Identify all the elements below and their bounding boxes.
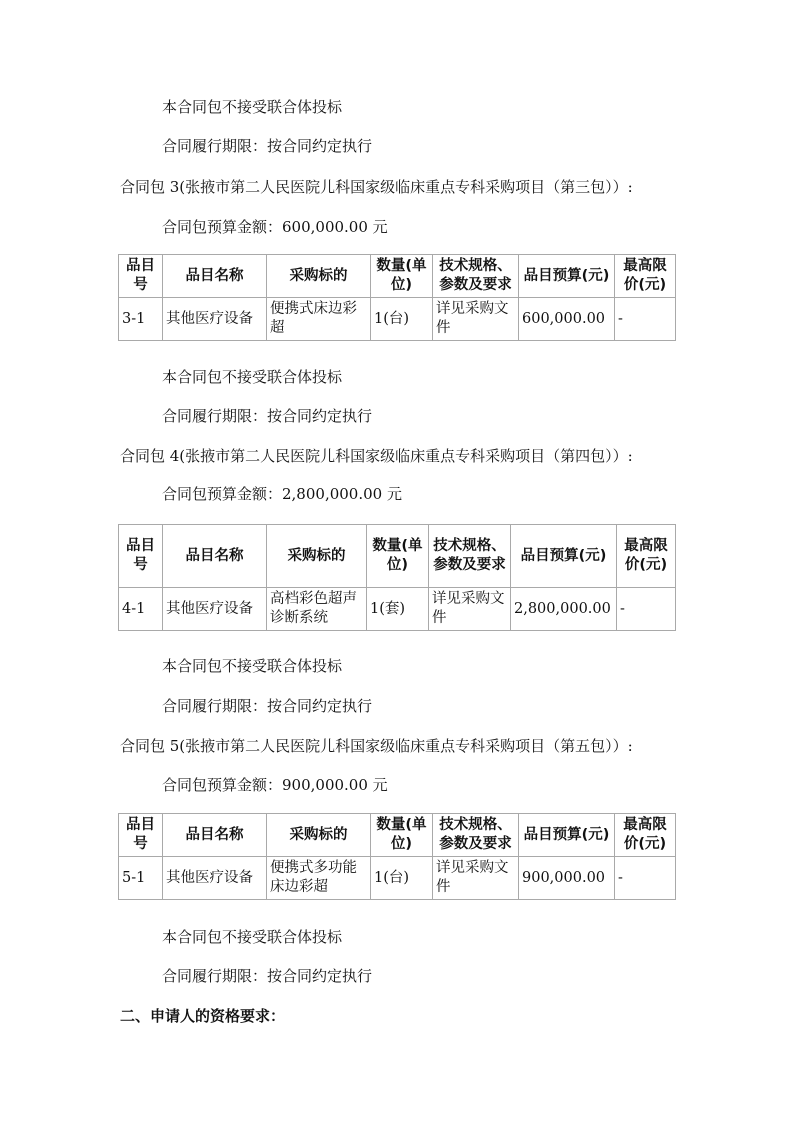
header-quantity: 数量(单位) [367,525,429,588]
contract-period: 合同履行期限：按合同约定执行 [162,967,373,985]
no-consortium-note: 本合同包不接受联合体投标 [162,368,343,386]
package-table [118,254,676,341]
no-consortium-note: 本合同包不接受联合体投标 [162,657,343,675]
table-header-row [119,255,676,298]
header-spec: 技术规格、参数及要求 [433,255,519,298]
cell-quantity: 1(台) [371,857,433,900]
header-budget: 品目预算(元) [519,814,615,857]
cell-quantity: 1(套) [367,588,429,631]
header-item-name: 品目名称 [163,255,267,298]
table-row [119,857,676,900]
cell-spec: 详见采购文件 [433,857,519,900]
cell-budget: 600,000.00 [519,298,615,341]
table-header-row [119,525,676,588]
package-budget: 合同包预算金额：900,000.00 元 [162,776,388,794]
cell-max-price: - [617,588,676,631]
header-budget: 品目预算(元) [511,525,617,588]
cell-item-no: 3-1 [119,298,163,341]
header-item-name: 品目名称 [163,525,267,588]
contract-period: 合同履行期限：按合同约定执行 [162,407,373,425]
header-max-price: 最高限价(元) [615,255,676,298]
cell-item-no: 5-1 [119,857,163,900]
cell-item-name: 其他医疗设备 [163,298,267,341]
package-budget: 合同包预算金额：2,800,000.00 元 [162,485,402,503]
section-heading: 二、申请人的资格要求： [120,1007,286,1025]
table-row [119,298,676,341]
package-table [118,524,676,631]
header-item-name: 品目名称 [163,814,267,857]
header-item-no: 品目号 [119,525,163,588]
cell-max-price: - [615,298,676,341]
cell-spec: 详见采购文件 [429,588,511,631]
header-item-no: 品目号 [119,814,163,857]
table-header-row [119,814,676,857]
header-target: 采购标的 [267,525,367,588]
header-spec: 技术规格、参数及要求 [429,525,511,588]
cell-budget: 900,000.00 [519,857,615,900]
cell-target: 高档彩色超声诊断系统 [267,588,367,631]
package-table [118,813,676,900]
cell-budget: 2,800,000.00 [511,588,617,631]
no-consortium-note: 本合同包不接受联合体投标 [162,98,343,116]
contract-period: 合同履行期限：按合同约定执行 [162,697,373,715]
header-target: 采购标的 [267,255,371,298]
cell-item-name: 其他医疗设备 [163,588,267,631]
header-max-price: 最高限价(元) [617,525,676,588]
cell-max-price: - [615,857,676,900]
cell-item-name: 其他医疗设备 [163,857,267,900]
cell-target: 便携式床边彩超 [267,298,371,341]
header-quantity: 数量(单位) [371,255,433,298]
header-spec: 技术规格、参数及要求 [433,814,519,857]
cell-target: 便携式多功能床边彩超 [267,857,371,900]
cell-item-no: 4-1 [119,588,163,631]
cell-quantity: 1(台) [371,298,433,341]
header-budget: 品目预算(元) [519,255,615,298]
no-consortium-note: 本合同包不接受联合体投标 [162,928,343,946]
cell-spec: 详见采购文件 [433,298,519,341]
package-title: 合同包 4(张掖市第二人民医院儿科国家级临床重点专科采购项目（第四包））: [120,447,633,465]
header-item-no: 品目号 [119,255,163,298]
package-title: 合同包 5(张掖市第二人民医院儿科国家级临床重点专科采购项目（第五包））: [120,737,633,755]
header-quantity: 数量(单位) [371,814,433,857]
header-max-price: 最高限价(元) [615,814,676,857]
package-budget: 合同包预算金额：600,000.00 元 [162,218,388,236]
table-row [119,588,676,631]
package-title: 合同包 3(张掖市第二人民医院儿科国家级临床重点专科采购项目（第三包））: [120,178,633,196]
header-target: 采购标的 [267,814,371,857]
contract-period: 合同履行期限：按合同约定执行 [162,137,373,155]
